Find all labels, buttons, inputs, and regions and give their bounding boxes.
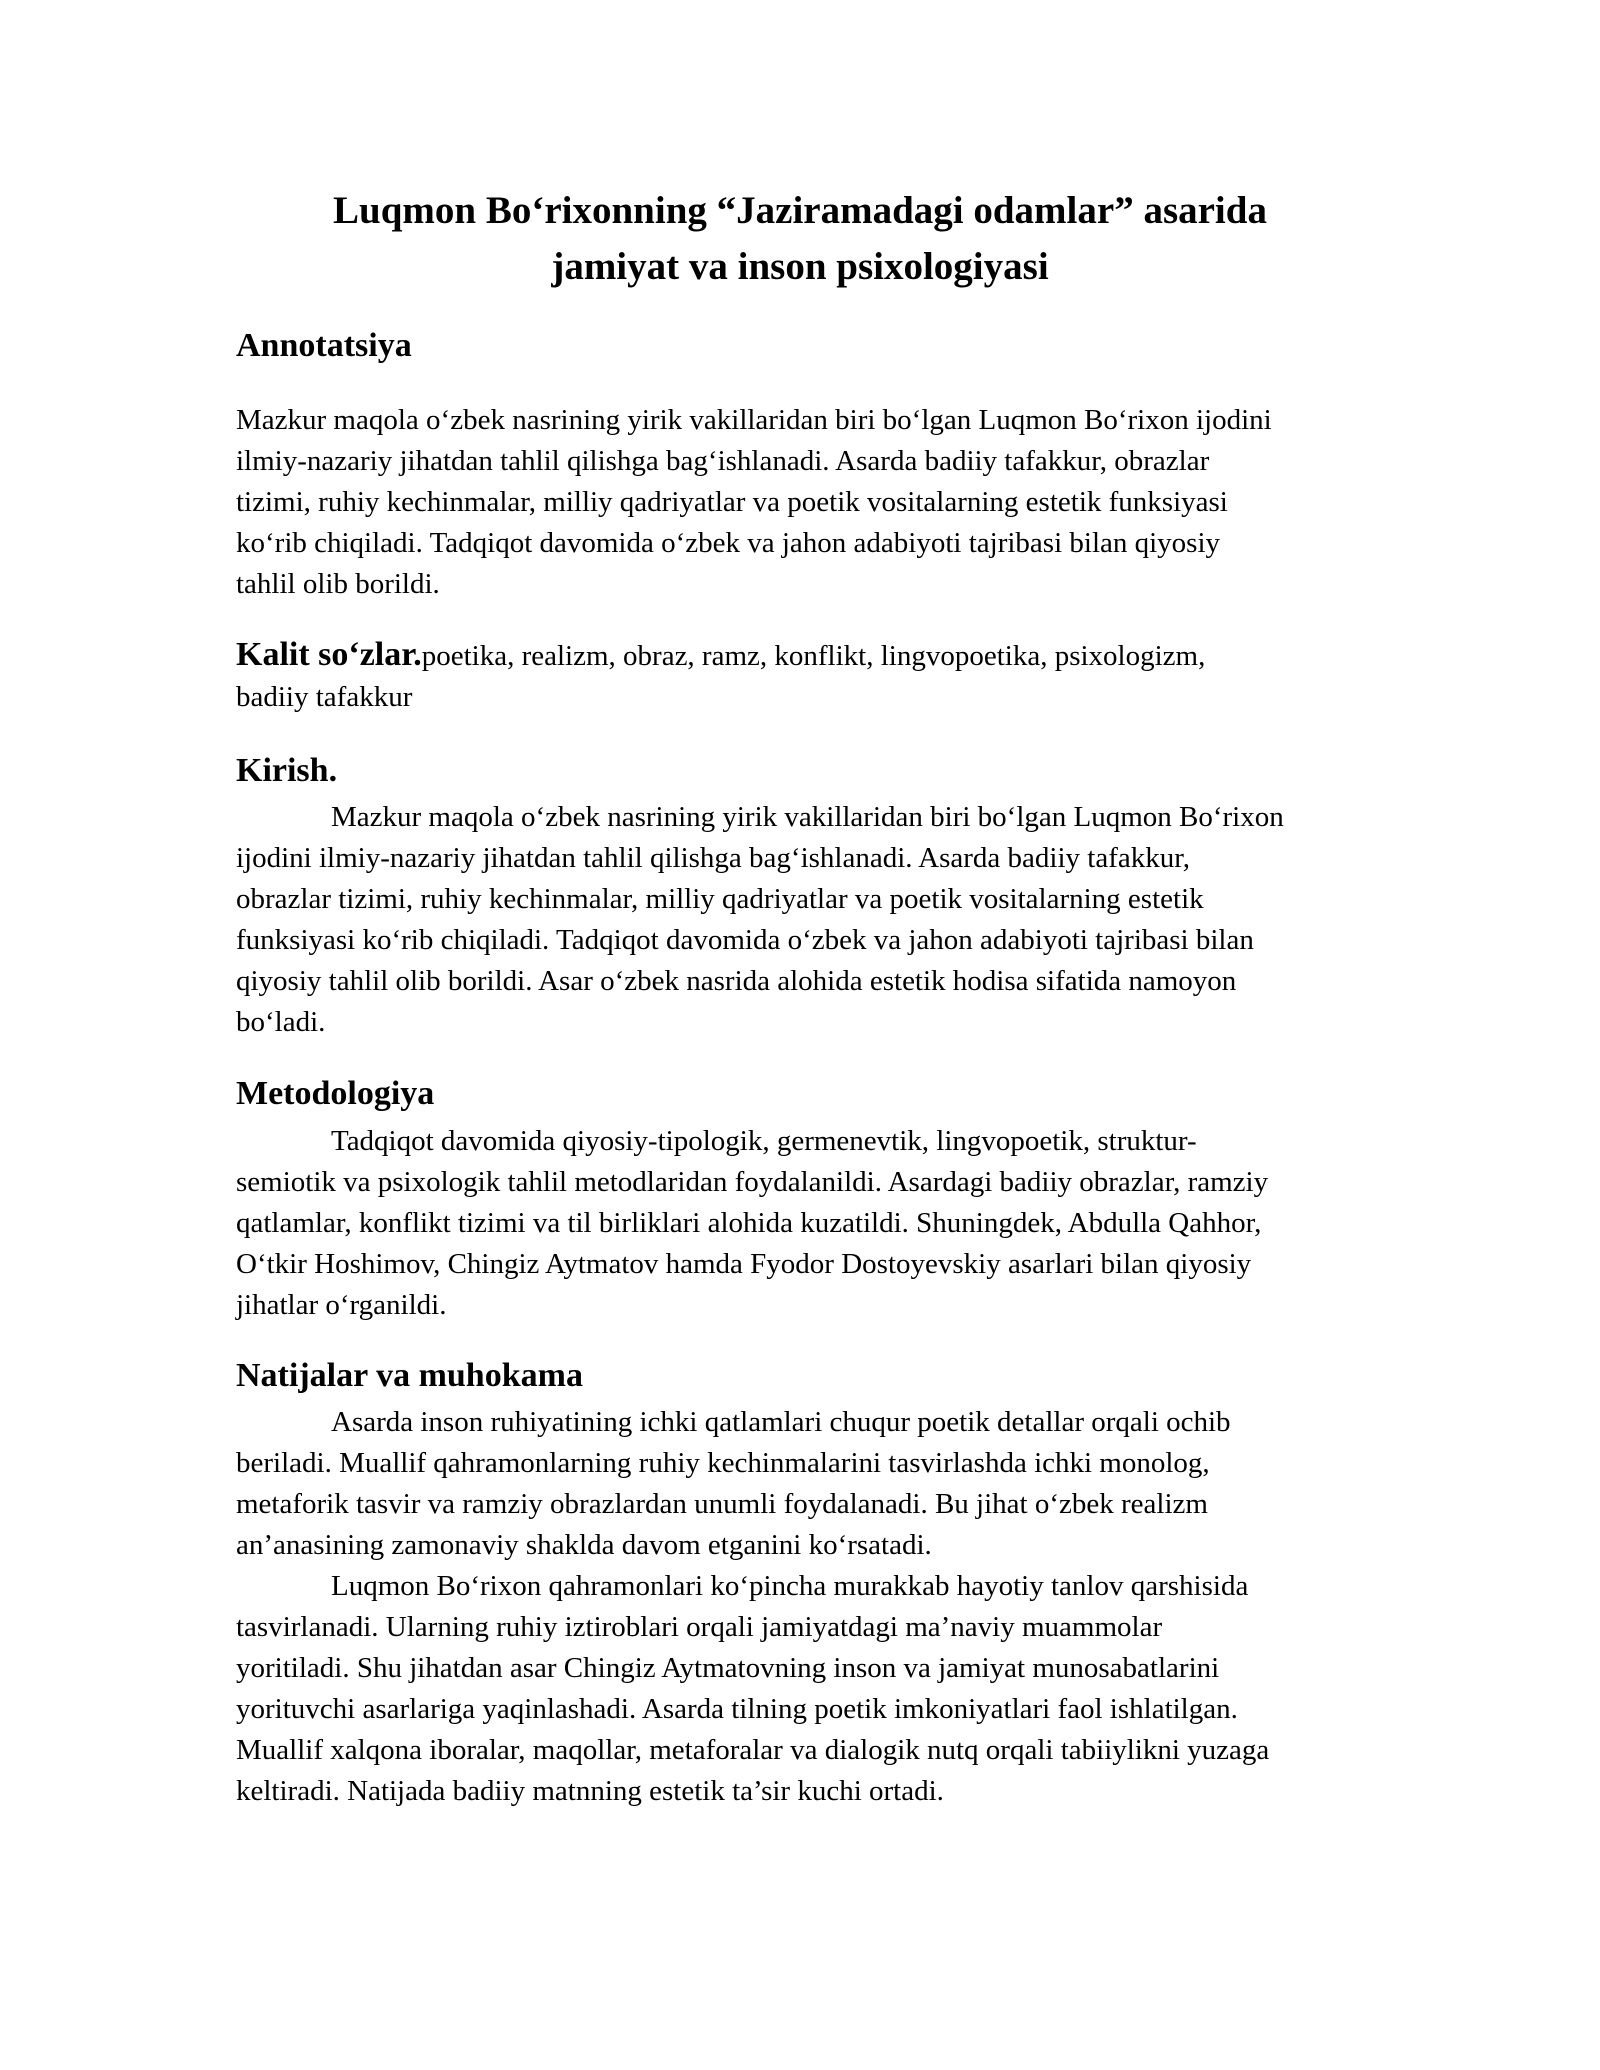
text-line: ijodini ilmiy-nazariy jihatdan tahlil qilishga bagʻishlanadi. Asarda badiiy tafakkur, <box>236 842 1190 874</box>
text-line: boʻladi. <box>236 1006 326 1038</box>
text-line: keltiradi. Natijada badiiy matnning estetik ta’sir kuchi ortadi. <box>236 1775 944 1807</box>
keywords-heading: Kalit soʻzlar. <box>236 636 422 673</box>
text-line: koʻrib chiqiladi. Tadqiqot davomida oʻzbek va jahon adabiyoti tajribasi bilan qiyosiy <box>236 527 1221 559</box>
annotation-heading: Annotatsiya <box>236 327 412 364</box>
text-line: Mazkur maqola oʻzbek nasrining yirik vakillaridan biri boʻlgan Luqmon Boʻrixon ijodini <box>236 404 1272 436</box>
text-line: jihatlar oʻrganildi. <box>236 1289 447 1321</box>
text-line: Oʻtkir Hoshimov, Chingiz Aytmatov hamda Fyodor Dostoyevskiy asarlari bilan qiyosiy <box>236 1248 1252 1280</box>
text-line: yorituvchi asarlariga yaqinlashadi. Asarda tilning poetik imkoniyatlari faol ishlatilgan. <box>236 1693 1238 1725</box>
introduction-heading: Kirish. <box>236 752 338 789</box>
text-line: yoritiladi. Shu jihatdan asar Chingiz Aytmatovning inson va jamiyat munosabatlarini <box>236 1652 1220 1684</box>
text-line: funksiyasi koʻrib chiqiladi. Tadqiqot davomida oʻzbek va jahon adabiyoti tajribasi bilan <box>236 924 1254 956</box>
keywords-list-continued: badiiy tafakkur <box>236 681 413 713</box>
introduction-paragraph <box>236 797 1366 1043</box>
text-line: Luqmon Boʻrixon qahramonlari koʻpincha murakkab hayotiy tanlov qarshisida <box>331 1570 1249 1602</box>
results-paragraph-2 <box>236 1566 1366 1812</box>
title-line-1: Luqmon Boʻrixonning “Jaziramadagi odamlar” asarida <box>333 189 1267 232</box>
text-line: tasvirlanadi. Ularning ruhiy iztiroblari orqali jamiyatdagi ma’naviy muammolar <box>236 1611 1163 1643</box>
text-line: beriladi. Muallif qahramonlarning ruhiy kechinmalarini tasvirlashda ichki monolog, <box>236 1447 1210 1479</box>
text-line: Mazkur maqola oʻzbek nasrining yirik vakillaridan biri boʻlgan Luqmon Boʻrixon <box>331 801 1284 833</box>
title-line-2: jamiyat va inson psixologiyasi <box>551 245 1049 288</box>
text-line: qiyosiy tahlil olib borildi. Asar oʻzbek nasrida alohida estetik hodisa sifatida namoyon <box>236 965 1237 997</box>
document-title <box>236 183 1364 295</box>
text-line: obrazlar tizimi, ruhiy kechinmalar, milliy qadriyatlar va poetik vositalarning estetik <box>236 883 1204 915</box>
methodology-paragraph <box>236 1121 1366 1326</box>
methodology-heading: Metodologiya <box>236 1075 435 1112</box>
text-line: ilmiy-nazariy jihatdan tahlil qilishga bagʻishlanadi. Asarda badiiy tafakkur, obrazlar <box>236 445 1210 477</box>
text-line: qatlamlar, konflikt tizimi va til birliklari alohida kuzatildi. Shuningdek, Abdulla Qahhor, <box>236 1207 1262 1239</box>
results-heading: Natijalar va muhokama <box>236 1357 583 1394</box>
text-line: semiotik va psixologik tahlil metodlaridan foydalanildi. Asardagi badiiy obrazlar, ramziy <box>236 1166 1269 1198</box>
annotation-paragraph <box>236 400 1366 605</box>
text-line: Muallif xalqona iboralar, maqollar, metaforalar va dialogik nutq orqali tabiiylikni yuzaga <box>236 1734 1270 1766</box>
text-line: metaforik tasvir va ramziy obrazlardan unumli foydalanadi. Bu jihat oʻzbek realizm <box>236 1488 1208 1520</box>
text-line: Tadqiqot davomida qiyosiy-tipologik, germenevtik, lingvopoetik, struktur- <box>331 1125 1197 1157</box>
keywords-line <box>236 634 1366 677</box>
keywords-list: poetika, realizm, obraz, ramz, konflikt, lingvopoetika, psixologizm, <box>421 640 1206 672</box>
text-line: tahlil olib borildi. <box>236 568 440 600</box>
text-line: tizimi, ruhiy kechinmalar, milliy qadriyatlar va poetik vositalarning estetik funksiyasi <box>236 486 1228 518</box>
text-line: Asarda inson ruhiyatining ichki qatlamlari chuqur poetik detallar orqali ochib <box>331 1406 1231 1438</box>
keywords-paragraph <box>236 634 1366 718</box>
text-line: an’anasining zamonaviy shaklda davom etganini koʻrsatadi. <box>236 1529 932 1561</box>
results-paragraph-1 <box>236 1402 1366 1566</box>
